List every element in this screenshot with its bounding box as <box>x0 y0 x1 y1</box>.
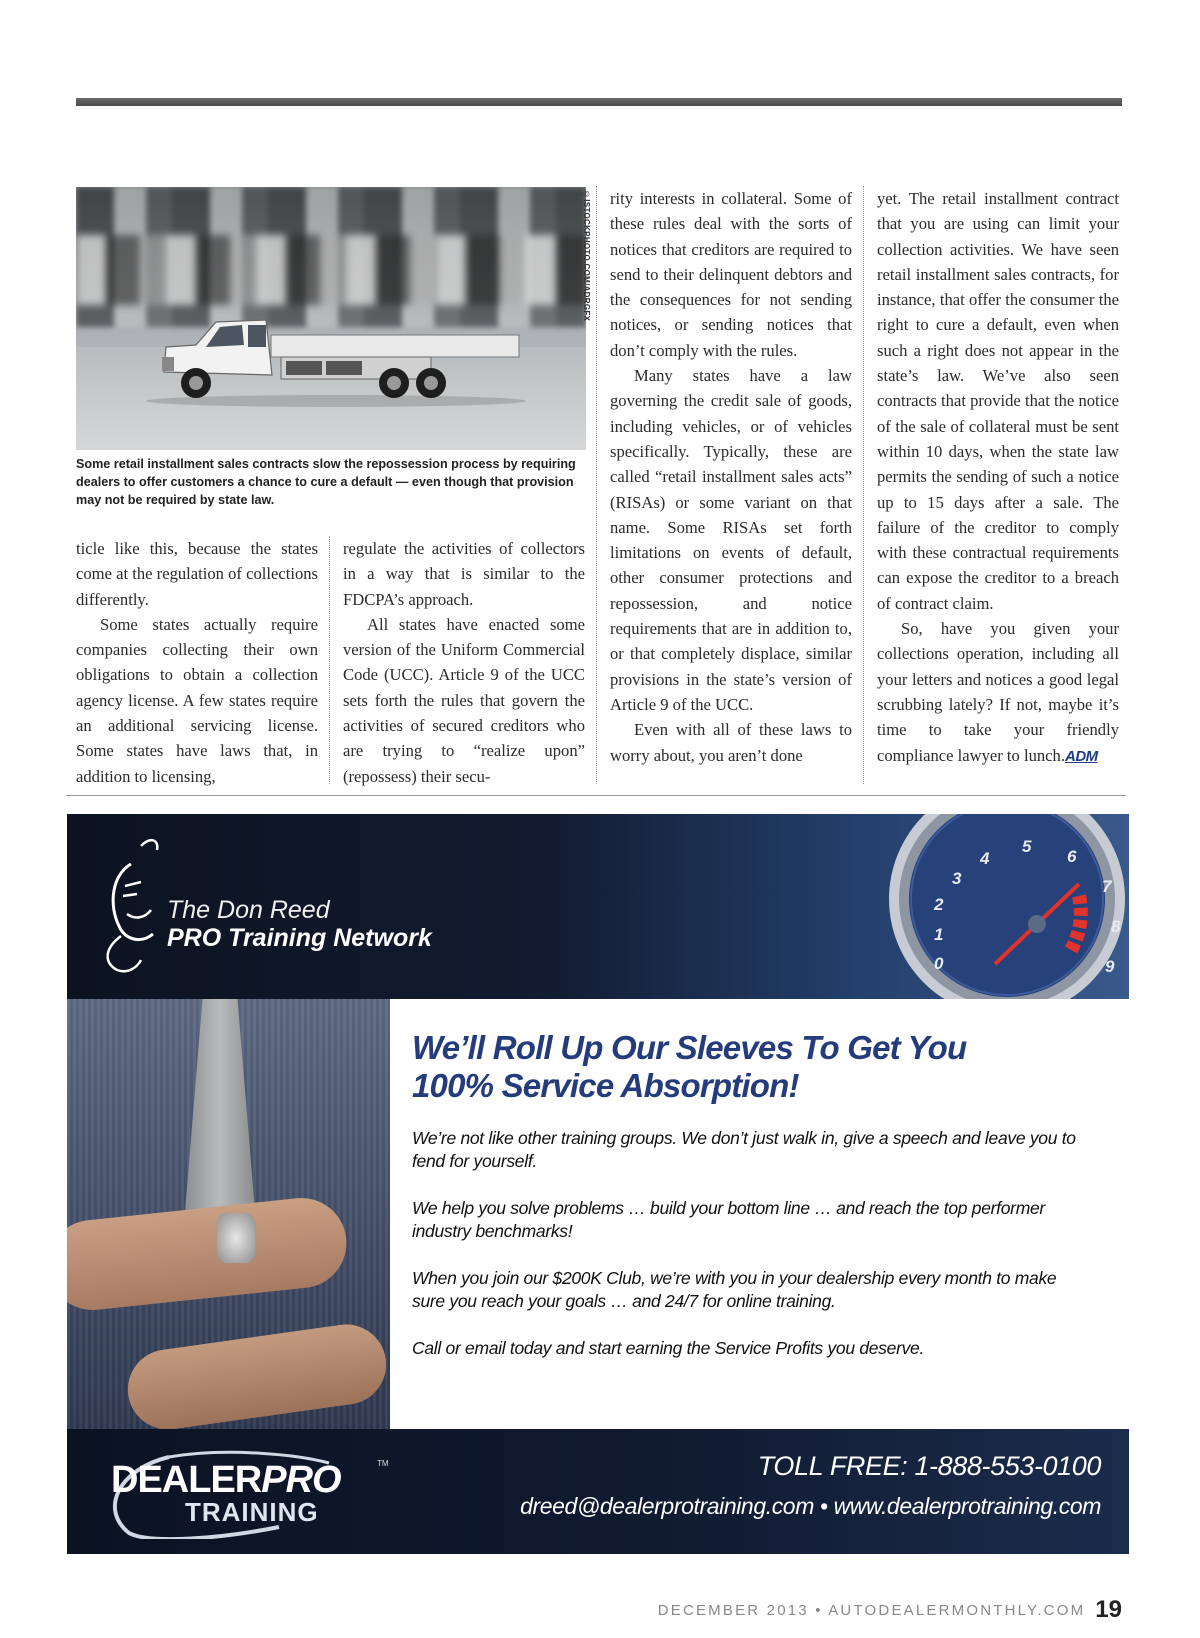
gauge-number: 8 <box>1111 917 1121 936</box>
toll-free-number[interactable]: TOLL FREE: 1-888-553-0100 <box>757 1451 1101 1481</box>
gauge-number: 7 <box>1102 877 1112 896</box>
paragraph: regulate the activities of collectors in a way that is similar to the FDCPA’s approach. <box>343 539 585 609</box>
ad-paragraph: When you join our $200K Club, we’re with you in your dealership every month to make sure you reach your goals … and 24/7 for online training. <box>412 1268 1057 1311</box>
ad-header <box>67 814 1129 999</box>
photo-caption: Some retail installment sales contracts slow the repossession process by requiring dealers to offer customers a chance to cure a default — even though that provision may not be required by state law. <box>76 457 576 507</box>
paragraph: All states have enacted some version of the Uniform Commercial Code (UCC). Article 9 of the UCC sets forth the rules that govern the activities of secured creditors who are trying to “realize upon” (repossess) their secu- <box>343 614 585 786</box>
gauge-number: 3 <box>952 869 962 888</box>
closing-text: So, have you given your collections operation, including all your letters and notices a good legal scrubbing lately? If not, maybe it’s time to take your friendly compliance lawyer to lunch. <box>877 619 1119 765</box>
gauge-number: 9 <box>1105 957 1115 976</box>
ad-body <box>390 999 1129 1429</box>
logo-pro: PRO <box>261 1459 341 1501</box>
article-column-4 <box>877 186 1119 769</box>
paragraph: rity interests in collateral. Some of these rules deal with the sorts of notices that creditors are required to send to their delinquent debtors and the consequences for not sending notices, or sending notices that don’t comply with the rules. <box>610 189 852 360</box>
column-divider <box>863 186 864 784</box>
ad-paragraph: We’re not like other training groups. We don’t just walk in, give a speech and leave you to fend for yourself. <box>412 1128 1076 1171</box>
gauge-number: 2 <box>934 895 944 914</box>
article-column-1 <box>76 536 318 789</box>
paragraph <box>877 616 1119 769</box>
trademark-mark: TM <box>377 1459 389 1468</box>
gauge-number: 1 <box>934 925 944 944</box>
gauge-number: 4 <box>980 849 990 868</box>
brand-line-2: PRO Training Network <box>167 924 432 952</box>
businessman-rolling-sleeves-photo <box>67 999 390 1429</box>
headline-line-2: 100% Service Absorption! <box>412 1067 799 1104</box>
column-divider <box>596 186 597 784</box>
headline-line-1: We’ll Roll Up Our Sleeves To Get You <box>412 1029 967 1066</box>
paragraph: yet. The retail installment contract that you are using can limit your collection activities. We have seen retail installment sales contracts, for instance, that offer the consumer the right to cure a default, even when such a right does not appear in the state’s law. We’ve also seen contracts that provide that the notice of the sale of collateral must be sent within 10 days, when the state law permits the sending of such a notice up to 15 days after a sale. The failure of the creditor to comply with these contractual requirements can expose the creditor to a breach of contract claim. <box>877 189 1119 613</box>
article-bottom-rule <box>66 795 1126 796</box>
paragraph: Even with all of these laws to worry about, you aren’t done <box>610 720 852 765</box>
ad-footer <box>67 1429 1129 1554</box>
photo-credit: ©ISTOCKPHOTO.COM/ADRGFX <box>582 190 591 322</box>
paragraph: ticle like this, because the states come at the regulation of collections differently. <box>76 539 318 609</box>
column-divider <box>329 536 330 784</box>
tachometer-gauge-icon <box>847 814 1129 1014</box>
tow-truck-photo <box>76 187 586 450</box>
ad-call-to-action: Call or email today and start earning the Service Profits you deserve. <box>412 1338 925 1358</box>
brand-line-1: The Don Reed <box>167 896 330 924</box>
wristwatch-icon <box>217 1213 255 1263</box>
dealer-pro-training-ad[interactable] <box>67 814 1129 1554</box>
page-number: 19 <box>1095 1596 1122 1623</box>
ad-headline <box>412 1029 966 1105</box>
don-reed-face-logo-icon <box>101 836 171 976</box>
logo-dealer: DEALER <box>111 1459 262 1501</box>
tow-truck-graphic <box>76 187 586 450</box>
paragraph: Some states actually require companies collecting their own obligations to obtain a collection agency license. A few states require an additional servicing license. Some states have laws that, in addition to licensing, <box>76 614 318 786</box>
gauge-number: 0 <box>934 954 944 973</box>
ad-paragraph: We help you solve problems … build your bottom line … and reach the top performer industry benchmarks! <box>412 1198 1045 1241</box>
gauge-number: 6 <box>1067 847 1077 866</box>
email-and-website[interactable]: dreed@dealerprotraining.com • www.dealerprotraining.com <box>520 1493 1101 1519</box>
gauge-number: 5 <box>1022 837 1032 856</box>
adm-end-mark: ADM <box>1065 747 1098 765</box>
top-rule <box>76 98 1122 106</box>
issue-line: DECEMBER 2013 • AUTODEALERMONTHLY.COM <box>657 1602 1086 1619</box>
article-column-2 <box>343 536 585 789</box>
paragraph: Many states have a law governing the credit sale of goods, including vehicles, or of vehicles specifically. Typically, these are called “retail installment sales acts” (RISAs) or some variant on that name. Some RISAs set forth limitations on events of default, other consumer protections and repossession, and notice requirements that are in addition to, or that completely displace, similar provisions in the state’s version of Article 9 of the UCC. <box>610 366 852 714</box>
logo-text-dealer-pro <box>111 1459 341 1502</box>
article-column-3 <box>610 186 852 768</box>
logo-text-training: TRAINING <box>185 1497 319 1527</box>
page-footer <box>658 1596 1122 1624</box>
